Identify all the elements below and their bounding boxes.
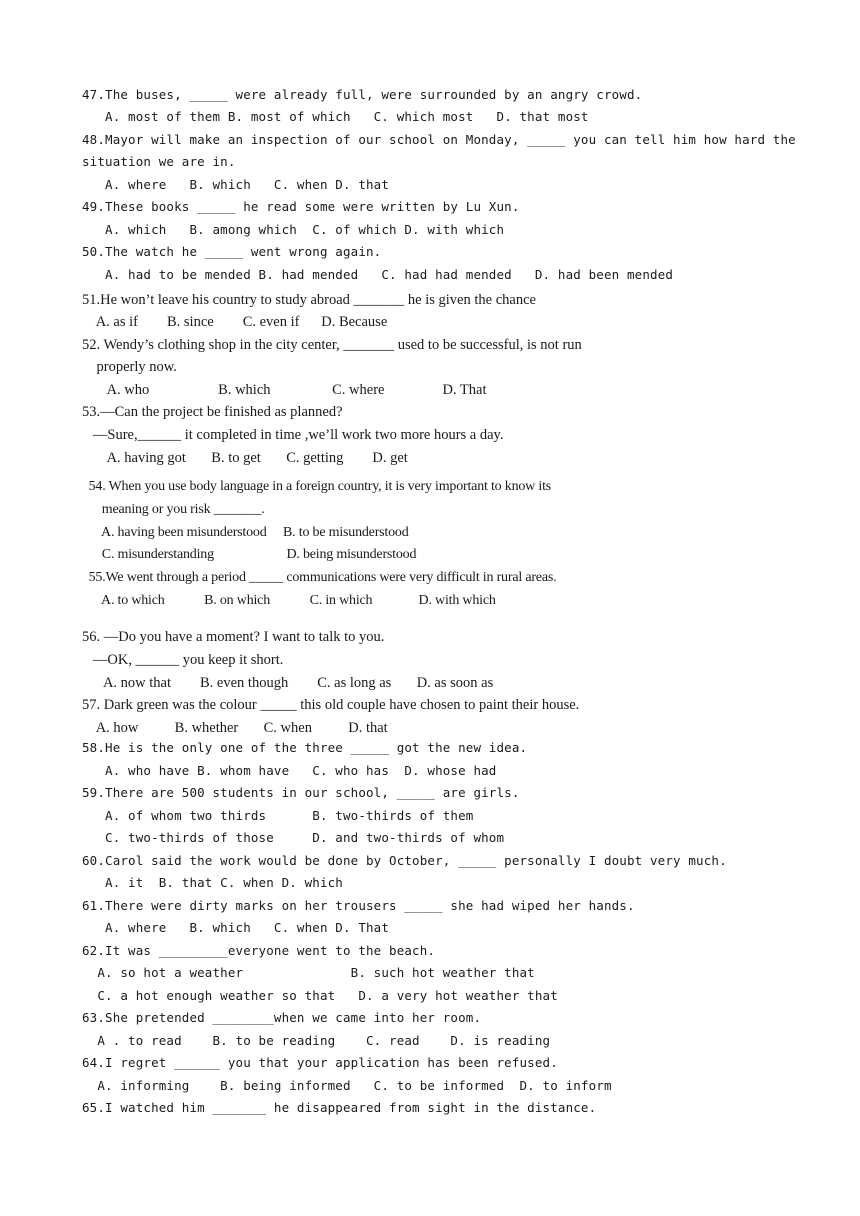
text-line: A. where B. which C. when D. That (82, 920, 390, 935)
text-line: A. where B. which C. when D. that (82, 177, 390, 192)
text-line: A. informing B. being informed C. to be informed D. to inform (82, 1078, 612, 1093)
text-line: C. two-thirds of those D. and two-thirds of whom (82, 830, 505, 845)
text-line: 58.He is the only one of the three _____ got the new idea. (82, 740, 528, 755)
text-line: C. misunderstanding D. being misunderstood (82, 547, 417, 562)
text-line: 54. When you use body language in a foreign country, it is very important to know its (82, 479, 552, 494)
text-line: 59.There are 500 students in our school, _____ are girls. (82, 785, 520, 800)
text-line: 53.—Can the project be finished as planned? (82, 404, 343, 420)
text-line: A. having been misunderstood B. to be misunderstood (82, 525, 409, 540)
text-line: A. as if B. since C. even if D. Because (82, 314, 388, 330)
text-line: A. now that B. even though C. as long as D. as soon as (82, 675, 494, 691)
text-line: 48.Mayor will make an inspection of our school on Monday, _____ you can tell him how hard the (82, 132, 796, 147)
text-line: A. how B. whether C. when D. that (82, 720, 388, 736)
text-line: A. so hot a weather B. such hot weather that (82, 965, 535, 980)
text-line: —OK, ______ you keep it short. (82, 652, 284, 668)
text-line: 60.Carol said the work would be done by October, _____ personally I doubt very much. (82, 853, 727, 868)
text-line: 62.It was _________everyone went to the beach. (82, 943, 436, 958)
text-line: 50.The watch he _____ went wrong again. (82, 244, 382, 259)
text-line: 55.We went through a period _____ communications were very difficult in rural areas. (82, 570, 557, 585)
text-line: 57. Dark green was the colour _____ this old couple have chosen to paint their house. (82, 697, 580, 713)
text-line: A. having got B. to get C. getting D. get (82, 450, 408, 466)
text-line: properly now. (82, 359, 177, 375)
text-line: A. had to be mended B. had mended C. had had mended D. had been mended (82, 267, 674, 282)
text-line: 61.There were dirty marks on her trousers _____ she had wiped her hands. (82, 898, 635, 913)
text-line: 64.I regret ______ you that your application has been refused. (82, 1055, 558, 1070)
text-line: 49.These books _____ he read some were written by Lu Xun. (82, 199, 520, 214)
text-line: A. most of them B. most of which C. which most D. that most (82, 109, 589, 124)
text-line: A. which B. among which C. of which D. with which (82, 222, 505, 237)
text-line: 63.She pretended ________when we came into her room. (82, 1010, 482, 1025)
text-line: A. who B. which C. where D. That (82, 382, 487, 398)
text-line: A. it B. that C. when D. which (82, 875, 343, 890)
text-line: 65.I watched him _______ he disappeared from sight in the distance. (82, 1100, 597, 1115)
text-line: 56. —Do you have a moment? I want to talk to you. (82, 629, 385, 645)
text-line: A . to read B. to be reading C. read D. is reading (82, 1033, 551, 1048)
text-line: 51.He won’t leave his country to study abroad _______ he is given the chance (82, 292, 536, 308)
text-line: C. a hot enough weather so that D. a very hot weather that (82, 988, 558, 1003)
text-line: 47.The buses, _____ were already full, were surrounded by an angry crowd. (82, 87, 643, 102)
text-line: A. of whom two thirds B. two-thirds of them (82, 808, 474, 823)
text-line: situation we are in. (82, 154, 236, 169)
text-line: —Sure,______ it completed in time ,we’ll work two more hours a day. (82, 427, 504, 443)
text-line: meaning or you risk _______. (82, 502, 265, 517)
text-line: A. who have B. whom have C. who has D. whose had (82, 763, 497, 778)
text-line: 52. Wendy’s clothing shop in the city center, _______ used to be successful, is not run (82, 337, 582, 353)
text-line: A. to which B. on which C. in which D. with which (82, 593, 496, 608)
